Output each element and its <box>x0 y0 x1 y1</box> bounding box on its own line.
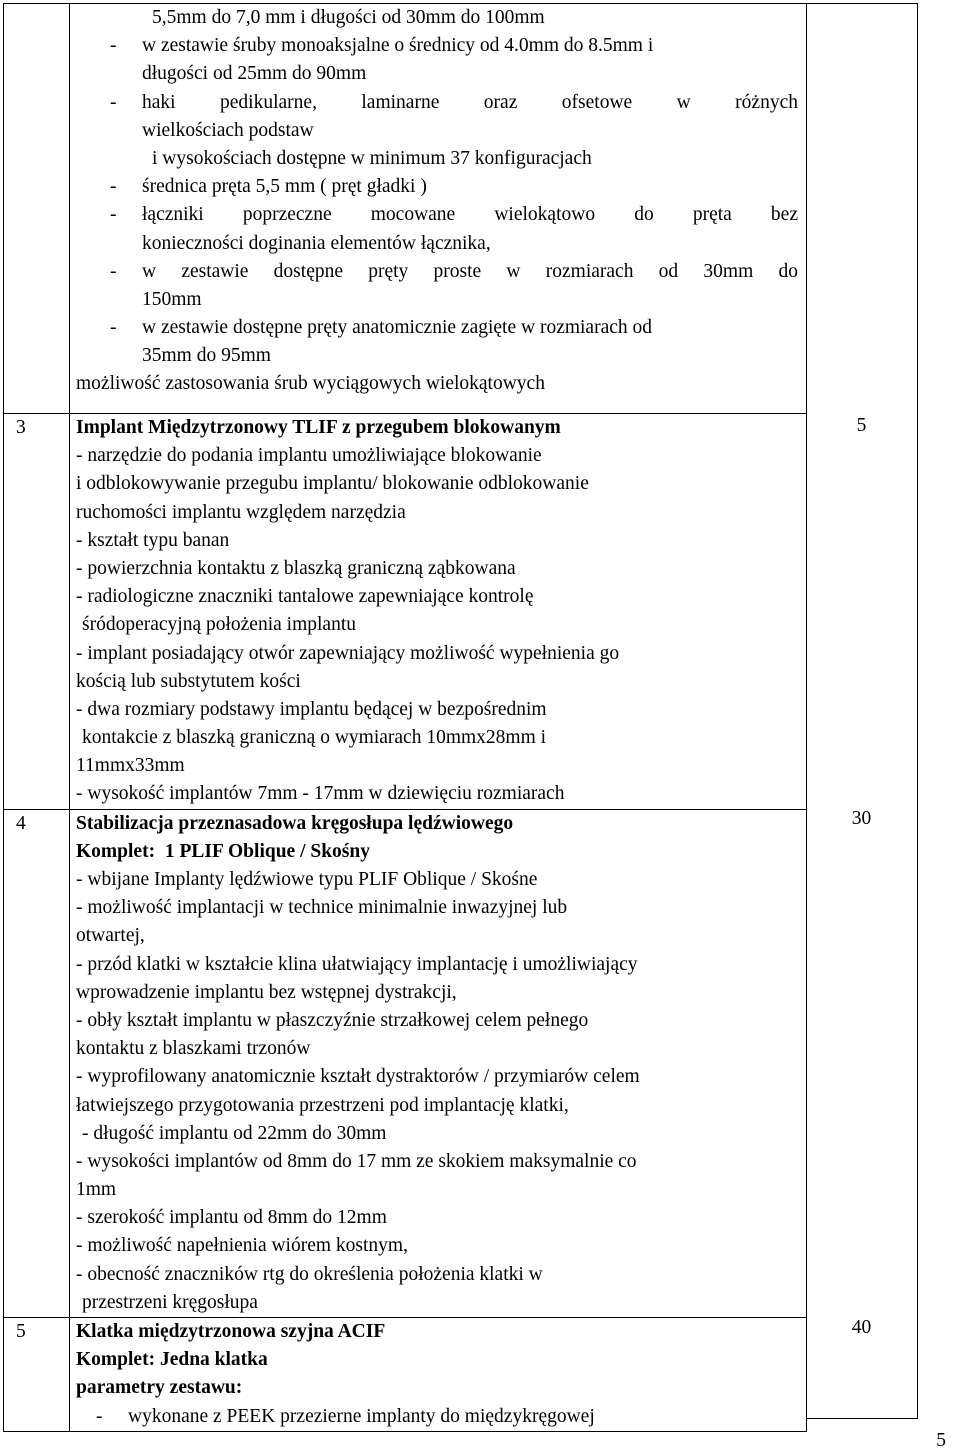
row-number-cell <box>4 4 70 414</box>
list-item: przestrzeni kręgosłupa <box>82 1291 258 1313</box>
list-item: - implant posiadający otwór zapewniający możliwość wypełnienia go <box>76 642 620 664</box>
list-item: śródoperacyjną położenia implantu <box>82 614 356 636</box>
list-item: - wyprofilowany anatomicznie kształt dystraktorów / przymiarów celem <box>76 1066 640 1088</box>
list-item: 35mm do 95mm <box>142 345 271 367</box>
list-item: - możliwość napełnienia wiórem kostnym, <box>76 1235 408 1257</box>
list-item: - obły kształt implantu w płaszczyźnie strzałkowej celem pełnego <box>76 1009 589 1031</box>
list-item: - wysokość implantów 7mm - 17mm w dziewięciu rozmiarach <box>76 783 565 805</box>
list-item: - w zestawie śruby monoaksjalne o średnicy od 4.0mm do 8.5mm i <box>110 35 654 57</box>
table-row <box>4 4 807 414</box>
table-row <box>4 809 807 1317</box>
description-cell <box>70 414 807 810</box>
list-item: wprowadzenie implantu bez wstępnej dystrakcji, <box>76 981 457 1003</box>
table-row <box>4 1318 807 1432</box>
list-item: kontaktu z blaszkami trzonów <box>76 1038 311 1060</box>
list-item: 11mmx33mm <box>76 755 185 777</box>
list-item: możliwość zastosowania śrub wyciągowych wielokątowych <box>76 373 545 395</box>
list-item: - wysokości implantów od 8mm do 17 mm ze skokiem maksymalnie co <box>76 1150 637 1172</box>
quantity-value: 5 <box>856 415 867 436</box>
list-item: kością lub substytutem kości <box>76 670 301 692</box>
list-item: - długość implantu od 22mm do 30mm <box>82 1122 387 1144</box>
list-item: - kształt typu banan <box>76 529 230 551</box>
row-number-cell <box>4 414 70 810</box>
item-title: Klatka międzytrzonowa szyjna ACIF <box>76 1321 386 1342</box>
list-item: konieczności doginania elementów łącznika, <box>142 232 491 254</box>
description-cell <box>70 1318 807 1432</box>
row-number-cell <box>4 1318 70 1432</box>
list-item: - narzędzie do podania implantu umożliwiające blokowanie <box>76 445 542 467</box>
row-number: 5 <box>16 1321 26 1342</box>
quantity-column <box>806 3 918 1419</box>
row-number: 4 <box>16 812 26 834</box>
description-cell <box>70 809 807 1317</box>
list-item: - przód klatki w kształcie klina ułatwiający implantację i umożliwiający <box>76 953 638 975</box>
description-cell <box>70 4 807 414</box>
list-item: - średnica pręta 5,5 mm ( pręt gładki ) <box>110 176 427 198</box>
row-number: 3 <box>16 417 26 438</box>
list-item: - możliwość implantacji w technice minimalnie inwazyjnej lub <box>76 897 568 919</box>
spec-table <box>3 3 807 1432</box>
list-item: i odblokowywanie przegubu implantu/ blokowanie odblokowanie <box>76 473 589 495</box>
list-item: i wysokościach dostępne w minimum 37 konfiguracjach <box>152 147 592 169</box>
list-item: ruchomości implantu względem narzędzia <box>76 501 406 523</box>
list-item: - wbijane Implanty lędźwiowe typu PLIF Oblique / Skośne <box>76 869 538 890</box>
item-subtitle: Komplet: 1 PLIF Oblique / Skośny <box>76 840 370 862</box>
params-label: parametry zestawu: <box>76 1377 243 1399</box>
list-item: - haki pedikularne, laminarne oraz ofsetowe w różnych <box>110 91 798 113</box>
item-title: Stabilizacja przeznasadowa kręgosłupa lędźwiowego <box>76 812 514 834</box>
list-item: - obecność znaczników rtg do określenia położenia klatki w <box>76 1263 543 1285</box>
list-item: 1mm <box>76 1179 117 1201</box>
quantity-value: 40 <box>851 1317 872 1338</box>
list-item: 5,5mm do 7,0 mm i długości od 30mm do 100mm <box>152 7 545 28</box>
list-item: - w zestawie dostępne pręty proste w rozmiarach od 30mm do <box>110 260 798 282</box>
table-row <box>4 414 807 810</box>
list-item: - łączniki poprzeczne mocowane wielokątowo do pręta bez <box>110 204 798 226</box>
page-number: 5 <box>936 1430 946 1451</box>
list-item: wielkościach podstaw <box>142 119 314 141</box>
list-item: - szerokość implantu od 8mm do 12mm <box>76 1207 387 1229</box>
list-item: - w zestawie dostępne pręty anatomicznie zagięte w rozmiarach od <box>110 317 653 339</box>
quantity-value: 30 <box>851 808 872 829</box>
item-subtitle: Komplet: Jedna klatka <box>76 1349 268 1371</box>
list-item: - radiologiczne znaczniki tantalowe zapewniające kontrolę <box>76 586 534 608</box>
row-number-cell <box>4 809 70 1317</box>
list-item: 150mm <box>142 288 202 310</box>
list-item: - wykonane z PEEK przezierne implanty do międzykręgowej <box>96 1405 595 1427</box>
item-title: Implant Międzytrzonowy TLIF z przegubem blokowanym <box>76 417 561 438</box>
list-item: otwartej, <box>76 925 145 947</box>
list-item: długości od 25mm do 90mm <box>142 63 367 85</box>
list-item: kontakcie z blaszką graniczną o wymiarach 10mmx28mm i <box>82 727 547 749</box>
list-item: łatwiejszego przygotowania przestrzeni pod implantację klatki, <box>76 1094 569 1116</box>
list-item: - powierzchnia kontaktu z blaszką graniczną ząbkowana <box>76 557 516 579</box>
list-item: - dwa rozmiary podstawy implantu będącej w bezpośrednim <box>76 698 547 720</box>
